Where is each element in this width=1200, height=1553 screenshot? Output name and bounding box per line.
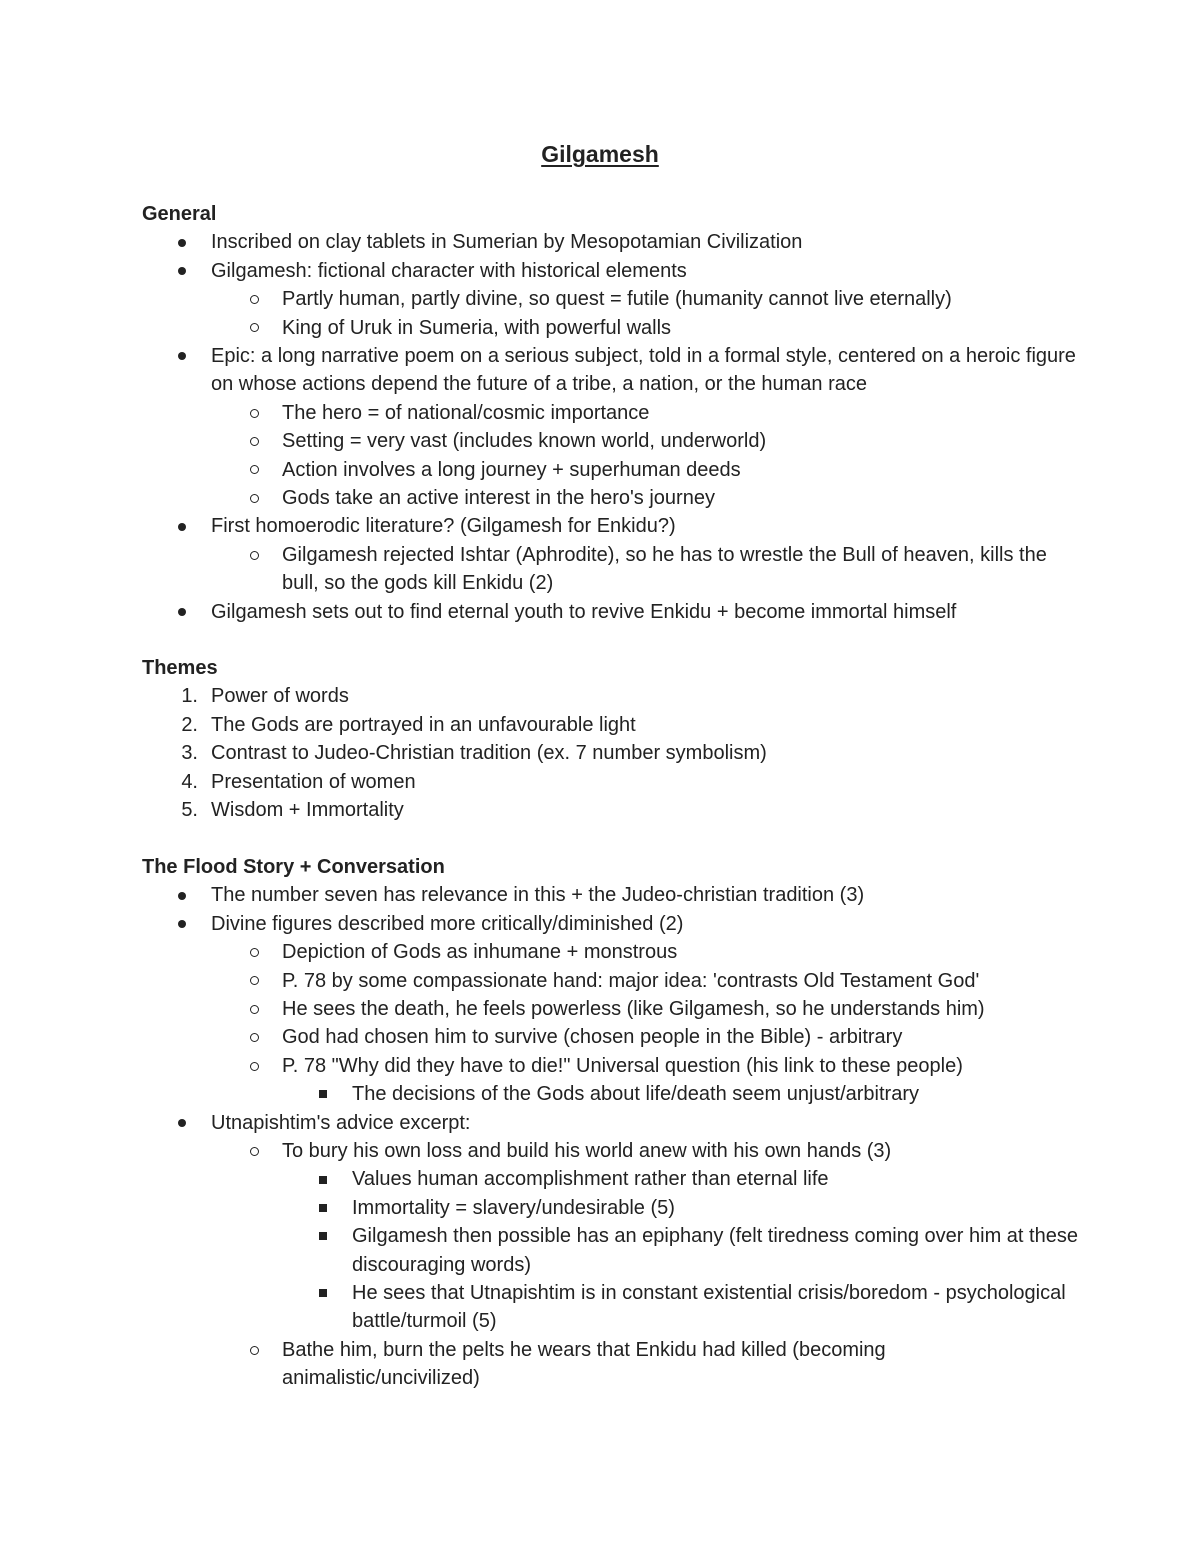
- list-item: Bathe him, burn the pelts he wears that Enkidu had killed (becoming animalistic/uncivilized): [142, 1336, 1082, 1393]
- bullet-circle-icon: [244, 1137, 264, 1165]
- section-heading-themes: Themes: [142, 657, 218, 679]
- bullet-circle-icon: [244, 314, 264, 342]
- list-item: To bury his own loss and build his world anew with his own hands (3): [142, 1137, 1082, 1165]
- bullet-circle-icon: [244, 456, 264, 484]
- list-item: 4. Presentation of women: [142, 768, 1082, 796]
- bullet-square-icon: [313, 1222, 333, 1250]
- bullet-circle-icon: [244, 967, 264, 995]
- bullet-circle-icon: [244, 541, 264, 569]
- bullet-disc-icon: [172, 1109, 192, 1137]
- bullet-circle-icon: [244, 285, 264, 313]
- list-item: 1. Power of words: [142, 682, 1082, 710]
- bullet-circle-icon: [244, 1052, 264, 1080]
- list-number: 3.: [181, 742, 198, 765]
- bullet-circle-icon: [244, 1023, 264, 1051]
- list-item: Epic: a long narrative poem on a serious subject, told in a formal style, centered on a heroic figure on whose actions depend the future of a tribe, a nation, or the human race: [142, 342, 1082, 399]
- general-section: [142, 200, 1082, 626]
- list-number: 1.: [181, 685, 198, 708]
- section-heading-general: General: [142, 203, 217, 225]
- page-title: Gilgamesh: [541, 141, 659, 167]
- bullet-disc-icon: [172, 881, 192, 909]
- bullet-circle-icon: [244, 938, 264, 966]
- list-item: King of Uruk in Sumeria, with powerful walls: [142, 314, 1082, 342]
- bullet-disc-icon: [172, 257, 192, 285]
- list-item: Partly human, partly divine, so quest = futile (humanity cannot live eternally): [142, 285, 1082, 313]
- list-item: Values human accomplishment rather than eternal life: [142, 1165, 1082, 1193]
- bullet-circle-icon: [244, 427, 264, 455]
- flood-list: [142, 881, 1082, 1392]
- list-item: Gilgamesh sets out to find eternal youth to revive Enkidu + become immortal himself: [142, 598, 1082, 626]
- list-item: Action involves a long journey + superhuman deeds: [142, 456, 1082, 484]
- list-item: 2. The Gods are portrayed in an unfavourable light: [142, 711, 1082, 739]
- list-item: P. 78 by some compassionate hand: major idea: 'contrasts Old Testament God': [142, 967, 1082, 995]
- list-item: P. 78 "Why did they have to die!" Universal question (his link to these people): [142, 1052, 1082, 1080]
- list-item: Gilgamesh rejected Ishtar (Aphrodite), so he has to wrestle the Bull of heaven, kills the bull, so the gods kill Enkidu (2): [142, 541, 1082, 598]
- bullet-square-icon: [313, 1279, 333, 1307]
- list-item: Gods take an active interest in the hero's journey: [142, 484, 1082, 512]
- list-item: Gilgamesh then possible has an epiphany (felt tiredness coming over him at these discouraging words): [142, 1222, 1082, 1279]
- bullet-disc-icon: [172, 342, 192, 370]
- list-item: He sees the death, he feels powerless (like Gilgamesh, so he understands him): [142, 995, 1082, 1023]
- bullet-square-icon: [313, 1165, 333, 1193]
- list-item: Inscribed on clay tablets in Sumerian by Mesopotamian Civilization: [142, 228, 1082, 256]
- bullet-square-icon: [313, 1080, 333, 1108]
- bullet-disc-icon: [172, 228, 192, 256]
- bullet-disc-icon: [172, 598, 192, 626]
- bullet-square-icon: [313, 1194, 333, 1222]
- list-item: 5. Wisdom + Immortality: [142, 796, 1082, 824]
- list-item: Gilgamesh: fictional character with historical elements: [142, 257, 1082, 285]
- list-item: He sees that Utnapishtim is in constant existential crisis/boredom - psychological battle/turmoil (5): [142, 1279, 1082, 1336]
- themes-list: [142, 682, 1082, 824]
- list-item: Utnapishtim's advice excerpt:: [142, 1109, 1082, 1137]
- list-number: 5.: [181, 799, 198, 822]
- list-item: The decisions of the Gods about life/death seem unjust/arbitrary: [142, 1080, 1082, 1108]
- list-item: 3. Contrast to Judeo-Christian tradition (ex. 7 number symbolism): [142, 739, 1082, 767]
- list-item: Depiction of Gods as inhumane + monstrous: [142, 938, 1082, 966]
- bullet-circle-icon: [244, 995, 264, 1023]
- list-item: God had chosen him to survive (chosen people in the Bible) - arbitrary: [142, 1023, 1082, 1051]
- bullet-disc-icon: [172, 910, 192, 938]
- list-item: The hero = of national/cosmic importance: [142, 399, 1082, 427]
- list-item: Divine figures described more critically/diminished (2): [142, 910, 1082, 938]
- general-list: [142, 228, 1082, 626]
- bullet-circle-icon: [244, 399, 264, 427]
- section-heading-flood: The Flood Story + Conversation: [142, 856, 445, 878]
- list-item: Setting = very vast (includes known world, underworld): [142, 427, 1082, 455]
- themes-section: [142, 654, 1082, 824]
- list-item: Immortality = slavery/undesirable (5): [142, 1194, 1082, 1222]
- bullet-circle-icon: [244, 484, 264, 512]
- list-number: 2.: [181, 713, 198, 736]
- list-number: 4.: [181, 770, 198, 793]
- bullet-disc-icon: [172, 512, 192, 540]
- flood-section: [142, 853, 1082, 1393]
- list-item: The number seven has relevance in this + the Judeo-christian tradition (3): [142, 881, 1082, 909]
- list-item: First homoerodic literature? (Gilgamesh for Enkidu?): [142, 512, 1082, 540]
- bullet-circle-icon: [244, 1336, 264, 1364]
